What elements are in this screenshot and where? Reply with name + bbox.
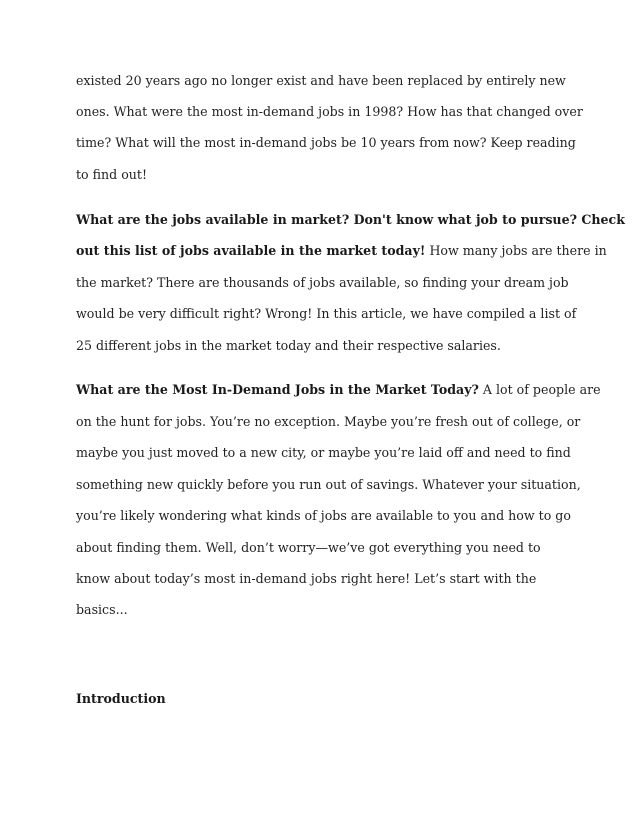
paragraph-1-line-3: time? What will the most in-demand jobs be 10 years from now? Keep reading [76, 135, 576, 150]
paragraph-2-line-2 [76, 243, 607, 259]
paragraph-2-line-3: the market? There are thousands of jobs available, so finding your dream job [76, 275, 569, 290]
introduction-heading [76, 691, 166, 707]
paragraph-2-line-4: would be very difficult right? Wrong! In this article, we have compiled a list of [76, 306, 577, 321]
paragraph-2-line-2-rest: How many jobs are there in [425, 243, 607, 258]
paragraph-1-line-2: ones. What were the most in-demand jobs in 1998? How has that changed over [76, 104, 583, 119]
paragraph-3-line-2: on the hunt for jobs. You’re no exception. Maybe you’re fresh out of college, or [76, 414, 581, 429]
paragraph-3-line-3: maybe you just moved to a new city, or maybe you’re laid off and need to find [76, 445, 571, 460]
paragraph-3-line-1-rest: A lot of people are [478, 382, 601, 397]
paragraph-3-line-4: something new quickly before you run out of savings. Whatever your situation, [76, 477, 581, 492]
paragraph-3-line-6: about finding them. Well, don’t worry—we’ve got everything you need to [76, 540, 541, 555]
paragraph-3-line-5: you’re likely wondering what kinds of jobs are available to you and how to go [76, 508, 571, 523]
paragraph-1-line-4: to find out! [76, 167, 148, 182]
paragraph-2-line-5: 25 different jobs in the market today and their respective salaries. [76, 338, 501, 353]
paragraph-2-bold-line-2: out this list of jobs available in the market today! [76, 243, 426, 258]
introduction-heading-text: Introduction [76, 691, 166, 706]
paragraph-3-line-7: know about today’s most in-demand jobs right here! Let’s start with the [76, 571, 537, 586]
paragraph-3-bold-lead: What are the Most In-Demand Jobs in the Market Today? [76, 382, 479, 397]
paragraph-3-line-8: basics... [76, 602, 128, 617]
paragraph-2-bold-line-1: What are the jobs available in market? Don't know what job to pursue? Check [76, 212, 625, 227]
paragraph-3-line-1 [76, 382, 601, 398]
paragraph-1-line-1: existed 20 years ago no longer exist and have been replaced by entirely new [76, 73, 566, 88]
paragraph-2-line-1 [76, 212, 625, 228]
